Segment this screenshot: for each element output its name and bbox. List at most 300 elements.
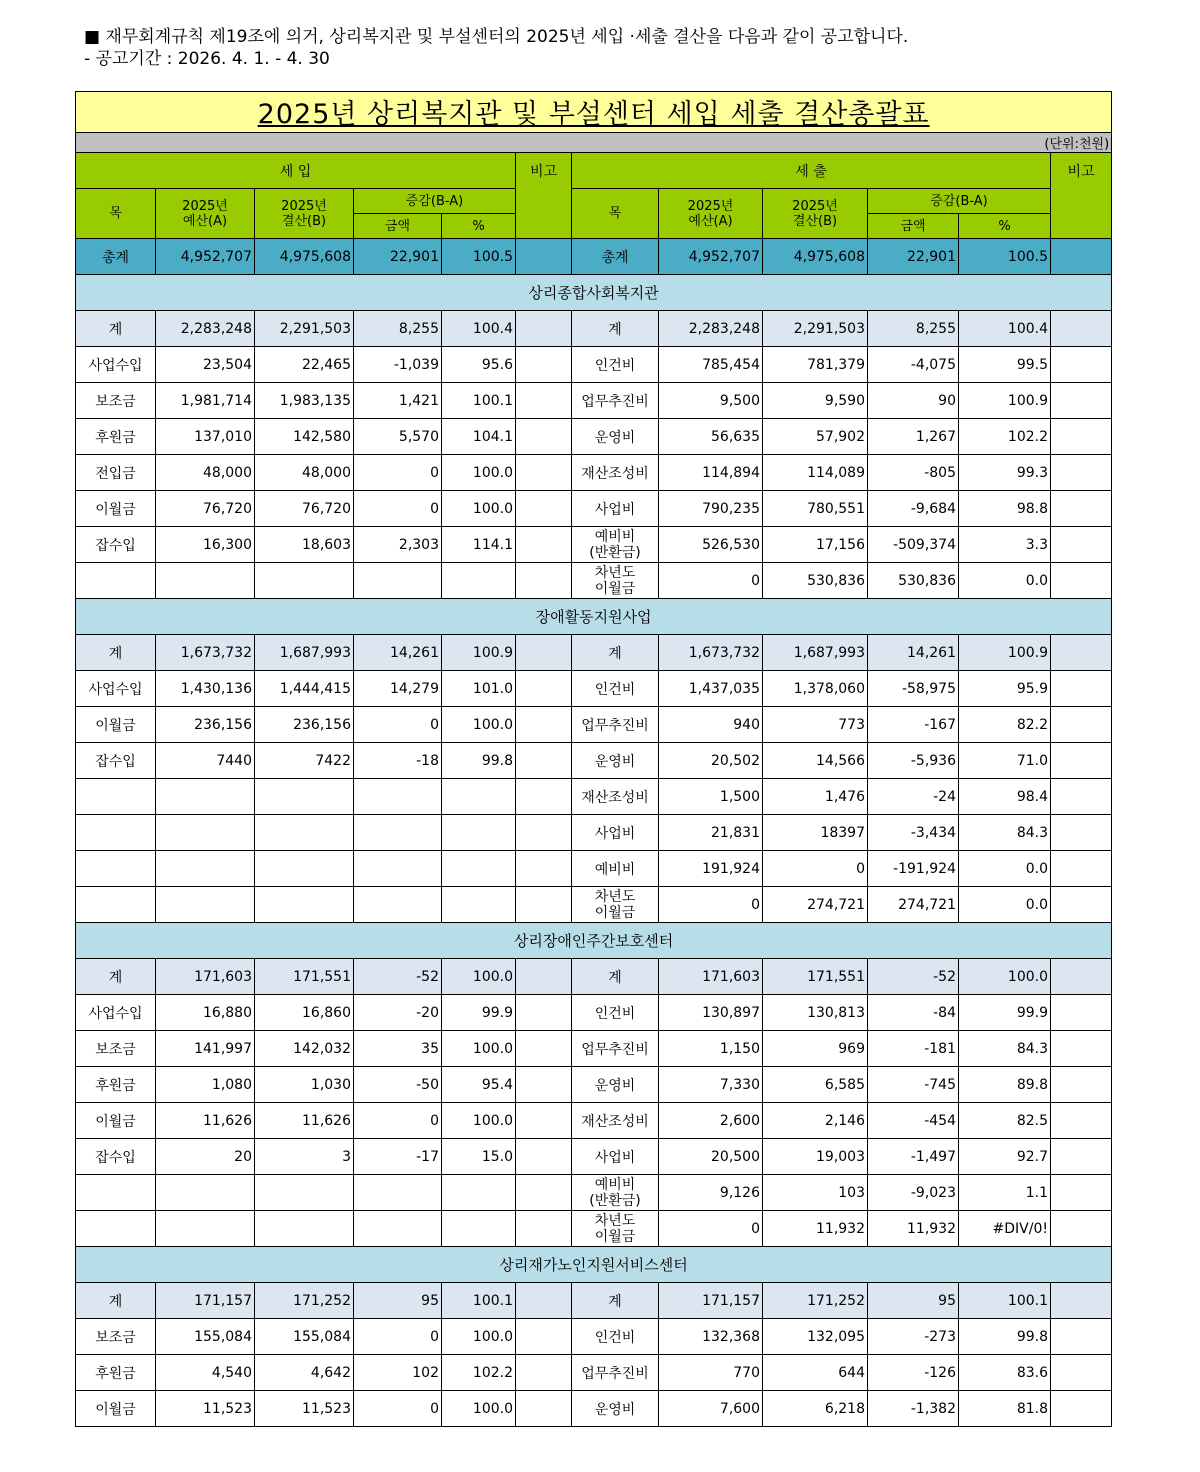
revenue-diff-amount: -50	[354, 1067, 442, 1103]
settle-label: 결산(B)	[792, 213, 838, 229]
expense-diff-pct: 92.7	[959, 1139, 1051, 1175]
expense-diff-amount: 22,901	[868, 239, 959, 275]
revenue-diff-amount: 0	[354, 707, 442, 743]
table-row	[76, 1175, 1112, 1211]
budget-label: 예산(A)	[688, 213, 733, 229]
revenue-item: 잡수입	[76, 527, 156, 563]
revenue-settle	[255, 1211, 354, 1247]
expense-diff-pct: 102.2	[959, 419, 1051, 455]
revenue-diff-pct: 99.9	[442, 995, 516, 1031]
expense-budget: 7,600	[659, 1391, 763, 1427]
revenue-settle-header	[255, 189, 354, 239]
expense-diff-pct: 89.8	[959, 1067, 1051, 1103]
expense-diff-amount: -273	[868, 1319, 959, 1355]
revenue-settle: 1,983,135	[255, 383, 354, 419]
expense-settle: 6,218	[763, 1391, 868, 1427]
expense-budget: 0	[659, 563, 763, 599]
expense-budget: 2,283,248	[659, 311, 763, 347]
expense-settle: 11,932	[763, 1211, 868, 1247]
revenue-note	[516, 1319, 572, 1355]
expense-item: 계	[572, 959, 659, 995]
expense-settle: 19,003	[763, 1139, 868, 1175]
revenue-budget: 16,880	[156, 995, 255, 1031]
expense-item: 총계	[572, 239, 659, 275]
revenue-budget: 20	[156, 1139, 255, 1175]
expense-settle: 969	[763, 1031, 868, 1067]
expense-settle: 4,975,608	[763, 239, 868, 275]
revenue-header: 세 입	[76, 153, 516, 189]
revenue-diff-pct: 15.0	[442, 1139, 516, 1175]
expense-diff-pct: 99.3	[959, 455, 1051, 491]
expense-settle: 18397	[763, 815, 868, 851]
revenue-diff-amount: -20	[354, 995, 442, 1031]
revenue-diff-amount: -18	[354, 743, 442, 779]
table-row	[76, 383, 1112, 419]
expense-item: 운영비	[572, 1067, 659, 1103]
expense-item: 인건비	[572, 995, 659, 1031]
expense-budget: 0	[659, 887, 763, 923]
revenue-budget: 7440	[156, 743, 255, 779]
expense-item: 업무추진비	[572, 383, 659, 419]
expense-note	[1051, 527, 1112, 563]
expense-diff-amount: -745	[868, 1067, 959, 1103]
grand-total-row	[76, 239, 1112, 275]
expense-settle: 1,687,993	[763, 635, 868, 671]
revenue-diff-pct: 100.5	[442, 239, 516, 275]
revenue-diff-pct: 100.0	[442, 707, 516, 743]
revenue-budget	[156, 851, 255, 887]
revenue-diff-pct: 104.1	[442, 419, 516, 455]
expense-note	[1051, 851, 1112, 887]
revenue-diff-pct: 95.4	[442, 1067, 516, 1103]
revenue-diff-amount: 0	[354, 1319, 442, 1355]
expense-note	[1051, 1175, 1112, 1211]
revenue-settle: 1,687,993	[255, 635, 354, 671]
revenue-budget: 48,000	[156, 455, 255, 491]
revenue-item: 이월금	[76, 1103, 156, 1139]
expense-diff-amount: -126	[868, 1355, 959, 1391]
expense-item: 예비비	[572, 851, 659, 887]
revenue-settle: 11,626	[255, 1103, 354, 1139]
expense-budget: 4,952,707	[659, 239, 763, 275]
section-header-row	[76, 923, 1112, 959]
expense-note	[1051, 1211, 1112, 1247]
expense-note	[1051, 1319, 1112, 1355]
expense-budget: 1,437,035	[659, 671, 763, 707]
expense-diff-amount: 11,932	[868, 1211, 959, 1247]
expense-budget: 0	[659, 1211, 763, 1247]
table-row	[76, 779, 1112, 815]
revenue-item: 사업수입	[76, 347, 156, 383]
subtotal-row	[76, 311, 1112, 347]
settle-label: 결산(B)	[281, 213, 327, 229]
expense-note-header: 비고	[1051, 153, 1112, 239]
revenue-diff-pct: 100.0	[442, 491, 516, 527]
expense-diff-pct: 98.4	[959, 779, 1051, 815]
expense-note	[1051, 671, 1112, 707]
expense-diff-amount: -1,497	[868, 1139, 959, 1175]
expense-diff-pct: 84.3	[959, 1031, 1051, 1067]
expense-item-header: 목	[572, 189, 659, 239]
revenue-diff-amount: 5,570	[354, 419, 442, 455]
expense-diff-pct: 98.8	[959, 491, 1051, 527]
expense-item: 업무추진비	[572, 707, 659, 743]
revenue-settle: 142,032	[255, 1031, 354, 1067]
expense-settle: 6,585	[763, 1067, 868, 1103]
revenue-diff-pct: 99.8	[442, 743, 516, 779]
expense-diff-pct: 0.0	[959, 887, 1051, 923]
expense-diff-pct: 100.1	[959, 1283, 1051, 1319]
revenue-note	[516, 1175, 572, 1211]
expense-diff-pct: 99.8	[959, 1319, 1051, 1355]
revenue-note	[516, 455, 572, 491]
table-row	[76, 563, 1112, 599]
revenue-settle: 171,551	[255, 959, 354, 995]
revenue-note	[516, 1067, 572, 1103]
revenue-settle: 16,860	[255, 995, 354, 1031]
revenue-item: 보조금	[76, 1031, 156, 1067]
expense-diff-amount: -9,023	[868, 1175, 959, 1211]
revenue-note	[516, 815, 572, 851]
expense-budget: 21,831	[659, 815, 763, 851]
budget-year: 2025년	[182, 198, 228, 214]
revenue-note	[516, 491, 572, 527]
revenue-diff-pct: 101.0	[442, 671, 516, 707]
revenue-settle	[255, 563, 354, 599]
expense-budget: 171,603	[659, 959, 763, 995]
revenue-note	[516, 743, 572, 779]
revenue-diff-amount: 1,421	[354, 383, 442, 419]
expense-pct-header: %	[959, 214, 1051, 239]
revenue-item: 잡수입	[76, 743, 156, 779]
revenue-diff-amount: 14,261	[354, 635, 442, 671]
revenue-settle: 142,580	[255, 419, 354, 455]
settlement-summary-table	[75, 91, 1112, 1427]
revenue-budget: 1,080	[156, 1067, 255, 1103]
expense-diff-pct: 82.5	[959, 1103, 1051, 1139]
expense-budget: 1,150	[659, 1031, 763, 1067]
revenue-item	[76, 779, 156, 815]
revenue-budget: 2,283,248	[156, 311, 255, 347]
subtotal-row	[76, 635, 1112, 671]
revenue-diff-pct	[442, 779, 516, 815]
expense-diff-pct: 82.2	[959, 707, 1051, 743]
revenue-item: 이월금	[76, 1391, 156, 1427]
expense-settle: 17,156	[763, 527, 868, 563]
expense-note	[1051, 347, 1112, 383]
revenue-settle: 155,084	[255, 1319, 354, 1355]
revenue-settle: 7422	[255, 743, 354, 779]
revenue-budget: 141,997	[156, 1031, 255, 1067]
revenue-budget: 1,673,732	[156, 635, 255, 671]
expense-item: 운영비	[572, 1391, 659, 1427]
expense-diff-amount: -84	[868, 995, 959, 1031]
expense-settle: 171,551	[763, 959, 868, 995]
table-row	[76, 671, 1112, 707]
expense-diff-amount: 274,721	[868, 887, 959, 923]
expense-diff-amount: 14,261	[868, 635, 959, 671]
revenue-note	[516, 779, 572, 815]
expense-settle: 9,590	[763, 383, 868, 419]
expense-note	[1051, 455, 1112, 491]
expense-header: 세 출	[572, 153, 1051, 189]
budget-year: 2025년	[687, 198, 734, 214]
revenue-diff-pct	[442, 851, 516, 887]
revenue-pct-header: %	[442, 214, 516, 239]
revenue-diff-amount: 0	[354, 1391, 442, 1427]
expense-note	[1051, 887, 1112, 923]
revenue-amount-header: 금액	[354, 214, 442, 239]
revenue-item: 후원금	[76, 1067, 156, 1103]
revenue-settle: 18,603	[255, 527, 354, 563]
revenue-diff-amount: -17	[354, 1139, 442, 1175]
expense-diff-pct: 100.9	[959, 383, 1051, 419]
revenue-note	[516, 1283, 572, 1319]
expense-note	[1051, 563, 1112, 599]
revenue-diff-amount	[354, 851, 442, 887]
revenue-settle	[255, 1175, 354, 1211]
section-header-row	[76, 599, 1112, 635]
revenue-note	[516, 419, 572, 455]
expense-diff-amount: 530,836	[868, 563, 959, 599]
expense-settle: 1,378,060	[763, 671, 868, 707]
revenue-budget: 23,504	[156, 347, 255, 383]
expense-note	[1051, 491, 1112, 527]
expense-diff-pct: 100.0	[959, 959, 1051, 995]
revenue-settle: 4,975,608	[255, 239, 354, 275]
table-row	[76, 1211, 1112, 1247]
revenue-settle	[255, 779, 354, 815]
revenue-note	[516, 959, 572, 995]
expense-diff-amount: 8,255	[868, 311, 959, 347]
expense-note	[1051, 1139, 1112, 1175]
section-title: 상리재가노인지원서비스센터	[76, 1247, 1112, 1283]
revenue-diff-amount	[354, 563, 442, 599]
expense-settle-header	[763, 189, 868, 239]
table-row	[76, 1355, 1112, 1391]
revenue-settle: 4,642	[255, 1355, 354, 1391]
revenue-item: 총계	[76, 239, 156, 275]
expense-settle: 130,813	[763, 995, 868, 1031]
expense-settle: 171,252	[763, 1283, 868, 1319]
revenue-settle: 1,444,415	[255, 671, 354, 707]
expense-budget: 2,600	[659, 1103, 763, 1139]
expense-item: 사업비	[572, 815, 659, 851]
expense-diff-pct: 3.3	[959, 527, 1051, 563]
expense-budget: 790,235	[659, 491, 763, 527]
expense-item: 인건비	[572, 671, 659, 707]
revenue-note	[516, 635, 572, 671]
expense-budget: 940	[659, 707, 763, 743]
expense-amount-header: 금액	[868, 214, 959, 239]
table-row	[76, 995, 1112, 1031]
expense-budget: 9,500	[659, 383, 763, 419]
revenue-note	[516, 851, 572, 887]
revenue-budget: 4,952,707	[156, 239, 255, 275]
revenue-settle: 76,720	[255, 491, 354, 527]
revenue-diff-pct: 100.0	[442, 1391, 516, 1427]
expense-diff-header: 증감(B-A)	[868, 189, 1051, 214]
revenue-budget: 11,626	[156, 1103, 255, 1139]
subtotal-row	[76, 959, 1112, 995]
expense-diff-amount: 90	[868, 383, 959, 419]
revenue-note	[516, 1391, 572, 1427]
revenue-budget: 1,430,136	[156, 671, 255, 707]
expense-diff-pct: 83.6	[959, 1355, 1051, 1391]
expense-diff-pct: 99.5	[959, 347, 1051, 383]
expense-budget: 114,894	[659, 455, 763, 491]
revenue-diff-amount	[354, 779, 442, 815]
revenue-diff-pct: 100.0	[442, 455, 516, 491]
revenue-note	[516, 1031, 572, 1067]
revenue-budget	[156, 1175, 255, 1211]
expense-budget: 130,897	[659, 995, 763, 1031]
table-row	[76, 1319, 1112, 1355]
revenue-item	[76, 1175, 156, 1211]
revenue-diff-pct: 100.9	[442, 635, 516, 671]
expense-budget: 20,500	[659, 1139, 763, 1175]
revenue-note	[516, 1355, 572, 1391]
table-row	[76, 887, 1112, 923]
revenue-diff-pct: 100.1	[442, 383, 516, 419]
revenue-item	[76, 887, 156, 923]
subtotal-row	[76, 1283, 1112, 1319]
expense-note	[1051, 635, 1112, 671]
revenue-diff-amount: 14,279	[354, 671, 442, 707]
expense-item: 차년도 이월금	[572, 563, 659, 599]
revenue-diff-pct: 100.1	[442, 1283, 516, 1319]
unit-label: (단위:천원)	[76, 133, 1112, 153]
revenue-note	[516, 1103, 572, 1139]
expense-diff-amount: 95	[868, 1283, 959, 1319]
revenue-diff-pct: 102.2	[442, 1355, 516, 1391]
expense-note	[1051, 419, 1112, 455]
table-row	[76, 851, 1112, 887]
expense-note	[1051, 239, 1112, 275]
expense-note	[1051, 743, 1112, 779]
settle-year: 2025년	[792, 198, 838, 214]
expense-settle: 57,902	[763, 419, 868, 455]
expense-note	[1051, 1283, 1112, 1319]
expense-diff-amount: -1,382	[868, 1391, 959, 1427]
expense-item: 운영비	[572, 743, 659, 779]
revenue-settle: 236,156	[255, 707, 354, 743]
expense-budget: 9,126	[659, 1175, 763, 1211]
table-row	[76, 455, 1112, 491]
revenue-diff-amount: 2,303	[354, 527, 442, 563]
section-header-row	[76, 275, 1112, 311]
revenue-diff-amount: 22,901	[354, 239, 442, 275]
expense-diff-amount: -805	[868, 455, 959, 491]
expense-item: 계	[572, 1283, 659, 1319]
revenue-settle	[255, 815, 354, 851]
revenue-note	[516, 707, 572, 743]
expense-item: 업무추진비	[572, 1031, 659, 1067]
revenue-settle	[255, 851, 354, 887]
revenue-budget: 155,084	[156, 1319, 255, 1355]
expense-settle: 2,291,503	[763, 311, 868, 347]
table-row	[76, 1031, 1112, 1067]
revenue-note	[516, 527, 572, 563]
revenue-diff-pct: 114.1	[442, 527, 516, 563]
notice-line-2: - 공고기간 : 2026. 4. 1. - 4. 30	[84, 49, 330, 69]
expense-budget: 56,635	[659, 419, 763, 455]
table-row	[76, 1391, 1112, 1427]
expense-settle: 114,089	[763, 455, 868, 491]
revenue-budget: 4,540	[156, 1355, 255, 1391]
table-row	[76, 815, 1112, 851]
expense-budget: 526,530	[659, 527, 763, 563]
revenue-settle: 11,523	[255, 1391, 354, 1427]
expense-diff-amount: -454	[868, 1103, 959, 1139]
revenue-note	[516, 1139, 572, 1175]
expense-diff-amount: -9,684	[868, 491, 959, 527]
revenue-note	[516, 887, 572, 923]
revenue-note	[516, 239, 572, 275]
revenue-budget: 137,010	[156, 419, 255, 455]
section-title: 상리장애인주간보호센터	[76, 923, 1112, 959]
expense-settle: 132,095	[763, 1319, 868, 1355]
revenue-budget	[156, 779, 255, 815]
revenue-diff-pct: 100.0	[442, 1319, 516, 1355]
expense-diff-amount: 1,267	[868, 419, 959, 455]
revenue-diff-amount: -1,039	[354, 347, 442, 383]
revenue-diff-pct: 100.0	[442, 1103, 516, 1139]
expense-item: 재산조성비	[572, 1103, 659, 1139]
revenue-diff-pct	[442, 563, 516, 599]
revenue-diff-amount	[354, 1211, 442, 1247]
revenue-budget: 171,157	[156, 1283, 255, 1319]
table-row	[76, 1067, 1112, 1103]
expense-budget: 191,924	[659, 851, 763, 887]
revenue-note	[516, 311, 572, 347]
expense-diff-pct: 71.0	[959, 743, 1051, 779]
revenue-settle: 171,252	[255, 1283, 354, 1319]
revenue-budget: 171,603	[156, 959, 255, 995]
expense-settle: 0	[763, 851, 868, 887]
expense-item: 재산조성비	[572, 455, 659, 491]
revenue-budget	[156, 887, 255, 923]
expense-budget: 1,673,732	[659, 635, 763, 671]
revenue-diff-amount: 95	[354, 1283, 442, 1319]
expense-diff-pct: 84.3	[959, 815, 1051, 851]
expense-item: 운영비	[572, 419, 659, 455]
table-title: 2025년 상리복지관 및 부설센터 세입 세출 결산총괄표	[257, 99, 930, 130]
revenue-note	[516, 671, 572, 707]
expense-diff-pct: 100.4	[959, 311, 1051, 347]
revenue-note	[516, 1211, 572, 1247]
revenue-diff-header: 증감(B-A)	[354, 189, 516, 214]
table-row	[76, 707, 1112, 743]
revenue-item: 후원금	[76, 419, 156, 455]
revenue-item: 잡수입	[76, 1139, 156, 1175]
table-row	[76, 491, 1112, 527]
expense-item: 차년도 이월금	[572, 887, 659, 923]
revenue-budget: 1,981,714	[156, 383, 255, 419]
table-row	[76, 743, 1112, 779]
expense-item: 계	[572, 311, 659, 347]
revenue-diff-amount	[354, 1175, 442, 1211]
section-title: 장애활동지원사업	[76, 599, 1112, 635]
revenue-item: 계	[76, 311, 156, 347]
expense-diff-pct: 0.0	[959, 851, 1051, 887]
revenue-settle	[255, 887, 354, 923]
revenue-diff-amount	[354, 887, 442, 923]
revenue-budget: 76,720	[156, 491, 255, 527]
revenue-diff-amount	[354, 815, 442, 851]
expense-budget: 7,330	[659, 1067, 763, 1103]
table-row	[76, 1103, 1112, 1139]
